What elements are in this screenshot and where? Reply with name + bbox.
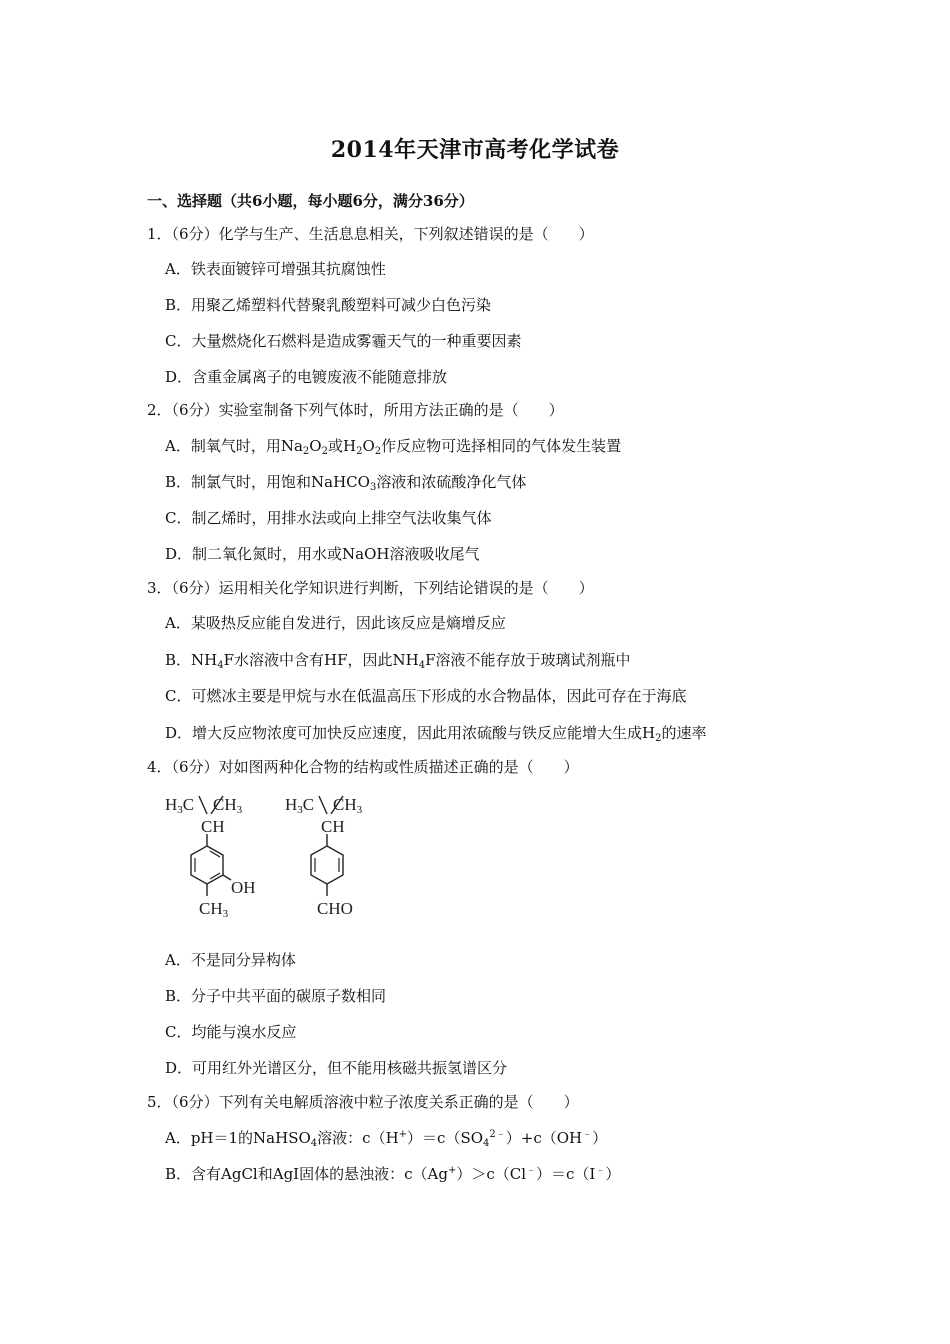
question-number: 5． — [147, 1093, 172, 1111]
question-3-option-c: C．可燃冰主要是甲烷与水在低温高压下形成的水合物晶体，因此可存在于海底 — [165, 687, 687, 705]
molecule-structures-figure — [163, 788, 383, 928]
question-text: （6分）运用相关化学知识进行判断，下列结论错误的是（ ） — [171, 579, 594, 597]
hydroxyl-label: OH — [231, 878, 256, 897]
methyl-label-left-2: H3C — [285, 795, 315, 816]
question-2-option-b: B．制氯气时，用饱和NaHCO$_3$溶液和浓硫酸净化气体 — [165, 473, 527, 493]
aldehyde-label: CHO — [317, 899, 353, 918]
question-2-stem — [147, 400, 564, 420]
question-4-option-d: D．可用红外光谱区分，但不能用核磁共振氢谱区分 — [165, 1059, 508, 1077]
question-1-option-a: A．铁表面镀锌可增强其抗腐蚀性 — [165, 260, 386, 278]
molecule-diagram — [163, 788, 383, 928]
molecule-2 — [285, 795, 363, 918]
question-1-option-d: D．含重金属离子的电镀废液不能随意排放 — [165, 368, 448, 386]
question-5-option-b: B．含有AgCl和AgI固体的悬浊液：c（Ag+）＞c（Cl﹣）＝c（I﹣） — [165, 1165, 621, 1183]
question-number: 4． — [147, 758, 172, 776]
question-5-stem — [147, 1092, 579, 1112]
methyl-label-right-2: CH3 — [333, 795, 363, 816]
question-2-option-a: A．制氧气时，用$Na_2O_2$或$H_2O_2$作反应物可选择相同的气体发生装置 — [165, 437, 622, 457]
question-1-option-c: C．大量燃烧化石燃料是造成雾霾天气的一种重要因素 — [165, 332, 522, 350]
question-text: （6分）下列有关电解质溶液中粒子浓度关系正确的是（ ） — [171, 1093, 579, 1111]
question-1-stem — [147, 224, 594, 244]
question-3-option-d: D．增大反应物浓度可加快反应速度，因此用浓硫酸与铁反应能增大生成$H_2$的速率 — [165, 724, 707, 744]
page-title: 2014年天津市高考化学试卷 — [330, 137, 620, 163]
molecule-1 — [165, 795, 256, 920]
question-2-option-d: D．制二氧化氮时，用水或NaOH溶液吸收尾气 — [165, 545, 480, 563]
question-3-option-a: A．某吸热反应能自发进行，因此该反应是熵增反应 — [165, 614, 506, 632]
question-3-option-b: B．$NH_4F$水溶液中含有HF，因此$NH_4F$溶液不能存放于玻璃试剂瓶中 — [165, 651, 631, 671]
question-4-option-a: A．不是同分异构体 — [165, 951, 296, 969]
question-text: （6分）实验室制备下列气体时，所用方法正确的是（ ） — [171, 401, 564, 419]
question-3-stem — [147, 578, 594, 598]
question-number: 2． — [147, 401, 172, 419]
methyl-label-right: CH3 — [213, 795, 243, 816]
question-text: （6分）对如图两种化合物的结构或性质描述正确的是（ ） — [171, 758, 579, 776]
question-1-option-b: B．用聚乙烯塑料代替聚乳酸塑料可减少白色污染 — [165, 296, 492, 314]
question-2-option-c: C．制乙烯时，用排水法或向上排空气法收集气体 — [165, 509, 492, 527]
methyl-label-bottom: CH3 — [199, 899, 229, 920]
methine-label-2: CH — [321, 817, 345, 836]
methine-label: CH — [201, 817, 225, 836]
benzene-ring-1 — [191, 846, 223, 884]
methyl-label-left: H3C — [165, 795, 195, 816]
section-heading: 一、选择题（共6小题，每小题6分，满分36分） — [147, 192, 474, 210]
question-5-option-a: A．pH＝1的NaHSO$_4$溶液：$c(H^+)=c(SO_4^{2﹣})+c(OH^﹣)$ — [165, 1129, 608, 1149]
question-4-option-c: C．均能与溴水反应 — [165, 1023, 297, 1041]
question-number: 1． — [147, 225, 172, 243]
question-text: （6分）化学与生产、生活息息相关，下列叙述错误的是（ ） — [171, 225, 594, 243]
question-4-option-b: B．分子中共平面的碳原子数相同 — [165, 987, 387, 1005]
cyclohexadiene-ring-2 — [311, 846, 343, 884]
question-4-stem — [147, 757, 579, 777]
question-number: 3． — [147, 579, 172, 597]
